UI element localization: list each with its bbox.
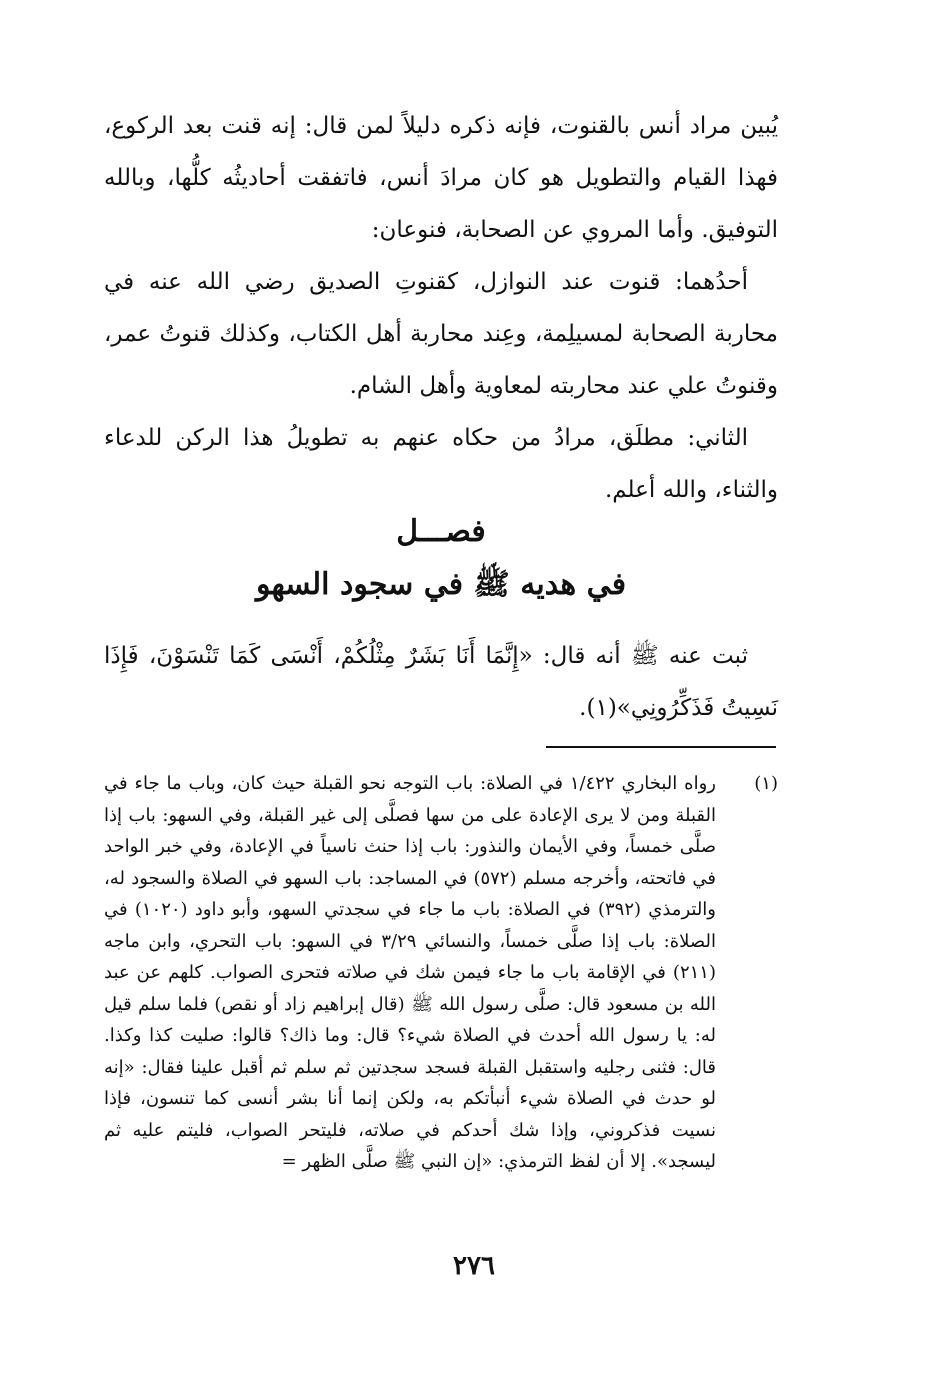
main-text [104, 256, 778, 412]
paragraph-3: الثاني: مطلَق، مرادُ من حكاه عنهم به تطويلُ هذا الركن للدعاء والثناء، والله أعلم. [104, 425, 778, 503]
main-text [104, 630, 778, 734]
footnote-number: (١) [754, 773, 778, 794]
main-text [104, 412, 778, 516]
footnote-text: رواه البخاري ١/٤٢٢ في الصلاة: باب التوجه نحو القبلة حيث كان، وباب ما جاء في القبلة ومن لا يرى الإعادة على من سها فصلَّى إلى غير القبلة، وفي السهو: باب إذا صلَّى خمساً، وفي الأيمان والنذور: باب إذا حنث ناسياً في الإعادة، وفي خبر الواحد في فاتحته، وأخرجه مسلم (٥٧٢) في المساجد: باب السهو في الصلاة والسجود له، والترمذي (٣٩٢) في الصلاة: باب ما جاء في سجدتي السهو، وأبو داود (١٠٢٠) في الصلاة: باب إذا صلَّى خمساً، والنسائي ٣/٢٩ في السهو: باب التحري، وابن ماجه (٢١١) في الإقامة باب ما جاء فيمن شك في صلاته فتحرى الصواب. كلهم عن عبد الله بن مسعود قال: صلَّى رسول الله ﷺ (قال إبراهيم زاد أو نقص) فلما سلم قيل له: يا رسول الله أحدث في الصلاة شيء؟ قال: وما ذاك؟ قالوا: صليت كذا وكذا. قال: فثنى رجليه واستقبل القبلة فسجد سجدتين ثم سلم ثم أقبل علينا فقال: «إنه لو حدث في الصلاة شيء أنبأتكم به، ولكن إنما أنا بشر أنسى كما تنسون، فإذا نسيت فذكروني، وإذا شك أحدكم في صلاته، فليتحر الصواب، فليتم عليه ثم ليسجد». إلا أن لفظ الترمذي: «إن النبي ﷺ صلَّى الظهر = [104, 773, 717, 1172]
page-number: ٢٧٦ [453, 1251, 495, 1281]
section-title: فصـــل [396, 514, 486, 549]
footnote [104, 768, 778, 1178]
footnote-separator [546, 746, 776, 748]
main-text [104, 100, 778, 256]
paragraph-2: أحدُهما: قنوت عند النوازل، كقنوتِ الصديق رضي الله عنه في محاربة الصحابة لمسيلِمة، وعِند محاربة أهل الكتاب، وكذلك قنوتُ عمر، وقنوتُ علي عند محاربته لمعاوية وأهل الشام. [104, 269, 778, 399]
paragraph-1: يُبين مراد أنس بالقنوت، فإنه ذكره دليلاً لمن قال: إنه قنت بعد الركوع، فهذا القيام والتطويل هو كان مرادَ أنس، فاتفقت أحاديثُه كلُّها، وبالله التوفيق. وأما المروي عن الصحابة، فنوعان: [104, 113, 778, 243]
hadith-paragraph: ثبت عنه ﷺ أنه قال: «إِنَّمَا أَنَا بَشَرٌ مِثْلُكُمْ، أَنْسَى كَمَا تَنْسَوْنَ، فَإِذَا نَسِيتُ فَذَكِّرُونِي»(١). [104, 643, 778, 721]
section-subtitle: في هديه ﷺ في سجود السهو [255, 567, 627, 602]
